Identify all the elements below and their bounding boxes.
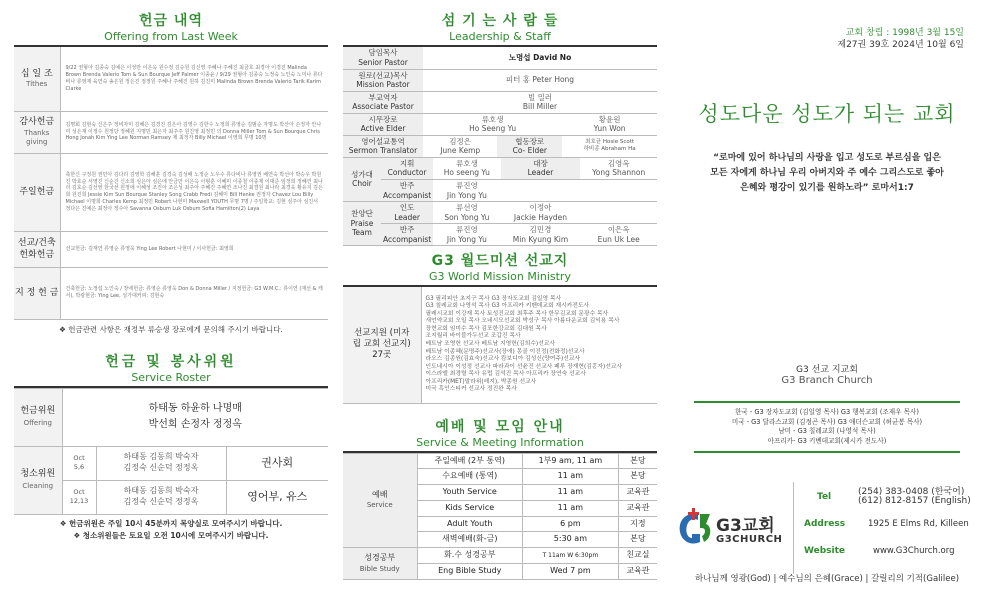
- praise-name-en: Son Yong Yu: [444, 212, 490, 222]
- mission-line: 베트남 조영헌 선교사 베트남 지영헌(김희수)선교사: [425, 340, 555, 347]
- staff-role-en: Mission Pastor: [356, 80, 410, 89]
- mission-list: [421, 287, 657, 403]
- service-group-en: Service: [366, 501, 393, 510]
- staff-row: [343, 69, 657, 91]
- staff-name: 빌 밀러: [527, 92, 553, 102]
- service-time: 1부9 am, 11 am: [522, 453, 618, 469]
- roster-names: 김정숙 신순덕 정정옥: [123, 497, 199, 506]
- praise-label-en: Praise Team: [350, 218, 374, 238]
- praise-name-en: Min Kyung Kim: [512, 234, 569, 244]
- g3-logo-icon: [676, 508, 712, 552]
- service-group-en: Bible Study: [359, 564, 400, 573]
- service-time: 11 am: [522, 469, 618, 485]
- address-label: Address: [804, 519, 846, 529]
- service-place: 본당: [618, 532, 657, 548]
- services-subtitle: Service & Meeting Information: [416, 435, 584, 449]
- website-link[interactable]: www.G3Church.org: [873, 546, 955, 556]
- service-place: 본당: [618, 469, 657, 485]
- staff-role-en: Senior Pastor: [358, 57, 408, 67]
- praise-name-en: Eun Uk Lee: [597, 234, 640, 244]
- roster-offering-label: 헌금위원: [20, 405, 56, 416]
- roster-cleaning-row: [14, 446, 328, 480]
- mission-subtitle: G3 World Mission Ministry: [429, 270, 571, 283]
- roster-note: ❖ 청소위원들은 토요일 오전 10시에 모여주시기 바랍니다.: [73, 530, 269, 540]
- staff-role: 협동장로: [515, 136, 545, 146]
- service-time: Wed 7 pm: [522, 564, 618, 580]
- branch-title: G3 선교 지교회: [796, 365, 858, 375]
- tel-number: (612) 812-8157 (English): [858, 496, 971, 506]
- choir-name-en: Yong Shannon: [592, 168, 646, 178]
- roster-names: 하태동 김동희 박숙자: [123, 486, 199, 496]
- church-motto: 성도다운 성도가 되는 교회: [698, 102, 956, 126]
- verse: [668, 151, 986, 196]
- services-table: [343, 453, 657, 580]
- founded-date: 교회 창립 : 1998년 3월 15일: [845, 28, 964, 38]
- staff-row: [343, 135, 657, 157]
- staff-column: [343, 0, 657, 580]
- staff-name-en: Yun Won: [593, 124, 626, 133]
- roster-group: 영어부, 유스: [226, 480, 328, 514]
- offering-table: [14, 47, 328, 320]
- service-place: 교육관: [618, 500, 657, 516]
- roster-date: Oct: [73, 488, 85, 497]
- offering-row-sunday: [14, 153, 328, 231]
- logo-text-en: G3CHURCH: [716, 534, 783, 545]
- staff-role-en: Active Elder: [360, 124, 406, 133]
- verse-line: 모든 자에게 하나님 우리 아버지와 주 예수 그리스도로 좋아: [710, 167, 944, 178]
- services-title: 예배 및 모임 안내: [435, 418, 565, 435]
- praise-name: 류진영: [455, 225, 478, 235]
- offering-label-en: Tithes: [26, 80, 48, 89]
- service-place: 교육관: [618, 564, 657, 580]
- mission-line: 필레시교회 이강재 목사 토성진교회 최후주 목사 한무김교회 문광수 목사: [425, 310, 609, 317]
- praise-role-en: Leader: [394, 212, 420, 222]
- staff-role: 시무장로: [368, 114, 398, 124]
- choir-name: 김영옥: [607, 158, 630, 168]
- roster-names: 하태동 김동희 박숙자: [123, 452, 199, 462]
- service-place: 친교실: [618, 548, 657, 564]
- choir-table: [343, 158, 657, 247]
- staff-name: 류호생: [481, 114, 504, 124]
- choir-name-en: Jin Yong Yu: [446, 190, 487, 200]
- roster-date: 12,13: [69, 497, 89, 505]
- mission-line: 인도네시아 이성정 선교사 파라과이 선윤진 선교사 페루 장재현(김홍자)선교사: [425, 363, 623, 370]
- service-name: 주일예배 (2부 통역): [417, 453, 522, 469]
- service-name: Adult Youth: [417, 516, 522, 532]
- cover-column: [668, 0, 986, 598]
- roster-cleaning-label-en: Cleaning: [22, 482, 54, 490]
- branch-line: 한국 - G3 장자도교회 (김일영 목사) G3 행복교회 (조재우 목사): [735, 408, 919, 416]
- mission-line: 라오스 김종원(김효숙)선교사 캄보디아 김성신(양여주)선교사: [425, 356, 581, 363]
- service-name: Youth Service: [417, 485, 522, 501]
- choir-role: 반주: [399, 181, 415, 191]
- offering-row-tithes: [14, 47, 328, 111]
- staff-name: 황윤원: [598, 114, 621, 124]
- roster-title: 헌금 및 봉사위원: [105, 353, 237, 370]
- mission-line: 조지월리 바이블가두선교 조갑진 목사: [425, 333, 521, 340]
- branch-line: 아프리카- G3 키벤데교회(제시카 전도사): [767, 436, 887, 445]
- choir-row: [343, 158, 657, 180]
- address: 1925 E Elms Rd, Killeen: [868, 519, 969, 529]
- offering-names: 축한신 구정원 권민아 김다리 김영학 김해훈 김경숙 김성배 노정순 노우수 류다비나 류영권 배연숙 박선아 박승우 박원진 박호순 서영진 신순진 신소희 심은아 심은애 안금만 이은옥 이형훈 이혜미 이종철 이종제 이대준 임정희 정혜린 최나리 김효순 김선영 한국선 원정애 이혜성 조진아 조은성 최주아 주혜진 주혜연 조나진 최결원 최나라 최경욱 황유지 김은희 원진희 Jessie Kim Sun Bourque Stanley Song Crabb Fredi 김혜미 Bill Henke 권정자 Chavez Lou Billy Michael 이명희 Charles Kemp 최정민 Robert 나현미 Maxwell YOUTH 무명 7명 / 주일학교: 김현 심주아 심진서 정다은 진예은 최정아 정수아 Savanna Osbum Luk Osbum Sofia Hamilton(2) Laya: [60, 153, 328, 231]
- roster-note: ❖ 헌금위원은 주일 10시 45분까지 목양실로 모여주시기 바랍니다.: [59, 518, 283, 528]
- roster-cleaning-label: 청소위원: [20, 468, 56, 479]
- staff-subtitle: Leadership & Staff: [449, 30, 551, 43]
- service-name: Kids Service: [417, 500, 522, 516]
- mission-line: 이스라엘 최경렬 목사 유럽 김석진 목사 아프리카 장연숙 선교사: [425, 371, 586, 378]
- offering-names: 건축헌금: 노정섭 노인숙 / 장애헌금: 류영순 류영욱 Don & Donna Miller / 지정헌금: G3 W.M.C.: 류이연 (재선 & 캐서), 박광현금: Ying Lee, 성가대커피: 김현숙: [60, 267, 328, 319]
- staff-row: [343, 113, 657, 135]
- service-name: Eng Bible Study: [417, 564, 522, 580]
- roster-date: Oct: [73, 454, 85, 463]
- roster-cleaning-row: [14, 480, 328, 514]
- branch-line: 미국 - G3 달라스교회 (김정곤 목사) G3 애더슨교회 (허균봉 목사): [731, 417, 923, 426]
- choir-role: 대장: [533, 158, 548, 168]
- roster-offering-names: 하태동 하윤하 나명매: [148, 403, 242, 414]
- mission-line: 아프리카(MET)말라위(레지), 박종원 선교사: [425, 378, 537, 385]
- service-name: 새벽예배(화-금): [417, 532, 522, 548]
- website-label: Website: [804, 546, 846, 556]
- contact-divider: [793, 482, 794, 574]
- offering-label: 주일헌금: [19, 186, 55, 197]
- service-time: 11 am: [522, 485, 618, 501]
- staff-name-en: Bill Miller: [522, 102, 558, 111]
- roster-names: 김정숙 신순덕 정정옥: [123, 463, 199, 472]
- roster-date: 5,6: [73, 463, 85, 471]
- staff-name-en: June Kemp: [440, 146, 481, 155]
- mission-line: G3 칠레교회 나영석 목사 G3 아프리카 키벤데교회 재시카전도사: [425, 303, 590, 310]
- offering-label: 지 정 헌 금: [15, 287, 59, 298]
- verse-line: “로마에 있어 하나님의 사랑을 입고 성도로 부르심을 입은: [713, 153, 941, 163]
- choir-role: 지휘: [399, 158, 415, 168]
- staff-role: 영어설교통역: [361, 136, 405, 146]
- service-name: 화.수 성경공부: [417, 548, 522, 564]
- service-place: 교육관: [618, 485, 657, 501]
- praise-row: [343, 224, 657, 246]
- staff-row: [343, 47, 657, 69]
- praise-name: 이정아: [529, 203, 552, 213]
- choir-name-en: Ho seeng Yu: [443, 168, 490, 178]
- service-group: 예배: [372, 489, 388, 499]
- mission-label: 선교지원 (미자립 교회 선교지) 27곳: [343, 287, 421, 403]
- service-name: 수요예배 (통역): [417, 469, 522, 485]
- offering-label: 감사헌금: [19, 117, 55, 128]
- issue-date: 제27권 39호 2024년 10월 6일: [837, 40, 964, 50]
- offering-names: 선교헌금: 김재연 류영순 류영욱 Ying Lee Robert 나현미 / 이사헌금: 최영희: [60, 231, 328, 267]
- choir-role-en: Leader: [527, 168, 554, 178]
- staff-role: 부교역자: [368, 92, 398, 102]
- choir-row: [343, 180, 657, 202]
- footer-tagline: 하나님께 영광(God) | 예수님의 은혜(Grace) | 갈릴리의 기적(Galilee): [694, 574, 960, 584]
- praise-role-en: Accompanist: [383, 234, 432, 244]
- staff-table: [343, 47, 657, 158]
- offering-label-en: Thanks giving: [24, 128, 50, 147]
- roster-subtitle: Service Roster: [131, 370, 211, 384]
- praise-label: 찬양단: [351, 209, 373, 219]
- offering-label-2: 헌화헌금: [19, 250, 55, 260]
- staff-name: 김정은: [449, 136, 472, 146]
- service-row: [343, 548, 657, 564]
- staff-name: 노명섭 David No: [508, 53, 572, 63]
- service-time: T 11am W 6:30pm: [522, 548, 618, 564]
- praise-name-en: Jin Yong Yu: [446, 234, 487, 244]
- offering-title: 헌금 내역: [139, 13, 203, 29]
- staff-role: 원로(선교)목사: [358, 70, 408, 80]
- praise-name: 이은옥: [607, 225, 630, 235]
- praise-role: 반주: [399, 225, 415, 235]
- choir-label-en: Choir: [352, 179, 372, 189]
- mission-table: [343, 287, 657, 404]
- roster-group: 권사회: [226, 446, 328, 480]
- service-group: 성경공부: [364, 552, 396, 562]
- roster-offering-names: 박선희 손정자 정정옥: [148, 419, 242, 430]
- offering-names: 9/22 권형아 김종숙 김예은 이성만 이은옥 원수정 김승원 김신영 주혜나 주혜진 최금호 최경아 이경진 Malinda Brown Brenda Valerio Tom & Sun Bourque Jeff Palmer 이종윤 / 9/29 권형아 김종숙 노정숙 노인숙 노미나 류다비나 류영재 육연숙 송은원 정은진 정정원 주혜나 주혜진 원하 김진미 Malinda Brown Brenda Valerio Tarik Karim Clarke: [60, 47, 328, 111]
- offering-row-designated: [14, 267, 328, 319]
- staff-name: 하비종 Abraham Ha: [583, 146, 636, 152]
- offering-label: 선교/건축: [17, 237, 56, 248]
- praise-name: 김민경: [529, 225, 552, 235]
- mission-title: G3 월드미션 선교지: [431, 253, 569, 269]
- choir-role-en: Accompanist: [383, 190, 432, 200]
- praise-name: 류선영: [455, 203, 478, 213]
- roster-table: [14, 388, 328, 515]
- verse-line: 은혜와 평강이 있기를 원하노라” 로마서1:7: [740, 182, 914, 193]
- service-time: 5:30 am: [522, 532, 618, 548]
- offering-row-mission: [14, 231, 328, 267]
- offering-row-thanks: [14, 111, 328, 153]
- offering-subtitle: Offering from Last Week: [104, 30, 238, 43]
- roster-offering-label-en: Offering: [23, 419, 52, 427]
- praise-row: [343, 202, 657, 224]
- staff-role-en: Co- Elder: [512, 146, 547, 155]
- staff-name: 최호균 Hosie Scott: [585, 139, 635, 146]
- choir-name: 류진영: [455, 181, 478, 191]
- mission-line: 장현교회 임미수 목사 김포한강교회 김대원 목사: [425, 325, 547, 332]
- service-place: 본당: [618, 453, 657, 469]
- staff-role: 담임목사: [368, 48, 398, 58]
- staff-name: 피터 홍 Peter Hong: [423, 69, 657, 91]
- service-time: 6 pm: [522, 516, 618, 532]
- mission-line: 새언약교회 오일 목사 오네시모선교회 박성구 목사 아름다운교회 김익용 목사: [425, 318, 620, 325]
- staff-row: [343, 91, 657, 113]
- staff-title: 섬 기 는 사 람 들: [441, 13, 559, 29]
- choir-name: 류호생: [455, 158, 478, 168]
- mission-line: G3 필리피안 초지구 목사 G3 장자도교회 김일영 목사: [425, 295, 562, 302]
- staff-role-en: Associate Pastor: [352, 102, 414, 111]
- roster-offering-row: [14, 388, 328, 446]
- mission-line: 미국 흑인스티커 선교사 정진완 목사: [425, 386, 517, 393]
- staff-role-en: Sermon Translator: [348, 146, 418, 155]
- offering-names: 김명회 김현숙 신은주 정비자미 김혜은 김경진 김은아 김영수 김한수 노정희 류영순 김범순 자명도 박산아 손정자 안나미 성은재 이정수 원정당 정혜원 지명민 최은자 최주주 원진영 최정민 의 Donna Miller Tom & Sun Bourque Chris Hong Jonah Kim Ying Lee Norman Ramsey 제 최정자 Billy Michael 이영희 무명 10명: [60, 111, 328, 153]
- church-logo: [676, 506, 796, 552]
- branch-line: 남미 - G3 칠레교회 (나영석 목사): [778, 427, 876, 436]
- tel-number: (254) 383-0408 (한국어): [858, 487, 965, 497]
- service-place: 지정: [618, 516, 657, 532]
- service-row: [343, 453, 657, 469]
- praise-name-en: Jackie Hayden: [513, 212, 568, 222]
- offering-note: ❖ 헌금관련 사항은 재정부 류승생 장로에게 문의해 주시기 바랍니다.: [59, 324, 283, 334]
- tel-label: Tel: [817, 492, 832, 502]
- choir-role-en: Conductor: [387, 168, 427, 178]
- staff-name-en: Ho Seeng Yu: [469, 124, 517, 133]
- choir-label: 성가대: [351, 169, 373, 179]
- praise-role: 인도: [399, 203, 415, 213]
- branch-box: [694, 401, 960, 453]
- offering-label: 십 일 조: [20, 68, 53, 79]
- service-time: 11 am: [522, 500, 618, 516]
- logo-text: G3교회: [716, 516, 775, 536]
- branch-subtitle: G3 Branch Church: [781, 375, 873, 386]
- offering-column: [14, 0, 328, 541]
- mission-line: 베트남 이종혜(문명주)선교사(장애) 몽골 이진정(전화정)선교사: [425, 348, 585, 355]
